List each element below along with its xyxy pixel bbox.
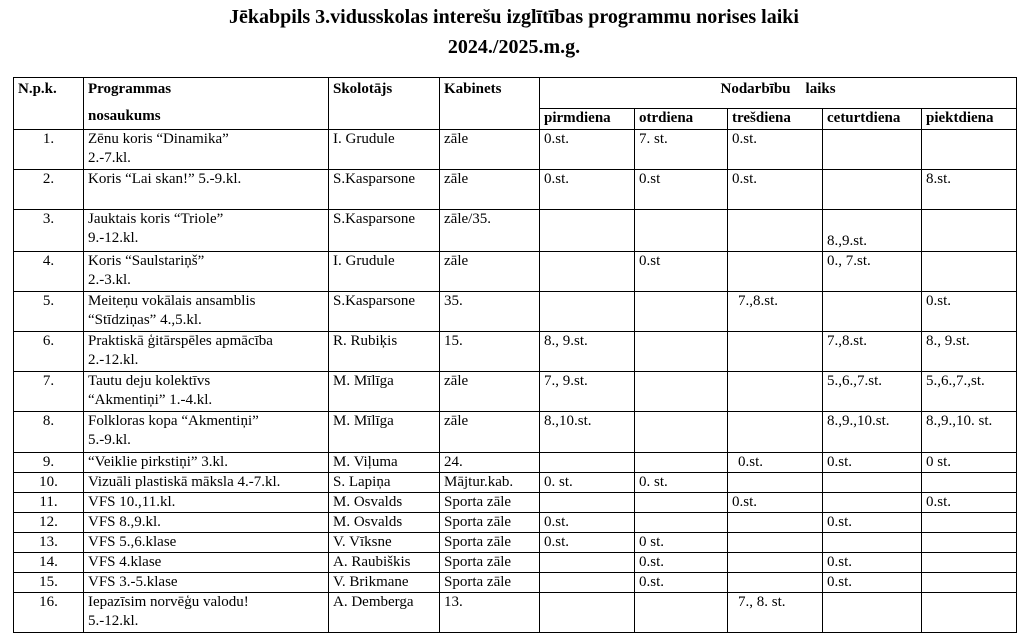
program-name-line1: Koris “Lai skan!” 5.-9.kl. (88, 171, 242, 187)
schedule-cell-wednesday: 0.st. (728, 453, 823, 473)
program-name (84, 553, 329, 573)
room: zāle (440, 412, 540, 453)
schedule-cell-wednesday (728, 372, 823, 412)
room: zāle (440, 170, 540, 210)
teacher-name: M. Viļuma (329, 453, 440, 473)
schedule-cell-wednesday (728, 332, 823, 372)
schedule-cell-friday (922, 553, 1017, 573)
teacher-name: S. Lapiņa (329, 473, 440, 493)
program-name (84, 473, 329, 493)
title-line-2: 2024./2025.m.g. (447, 36, 581, 58)
schedule-cell-monday (540, 573, 635, 593)
schedule-cell-tuesday: 0.st. (635, 553, 728, 573)
row-number: 4. (14, 252, 84, 292)
schedule-cell-thursday: 8.,9.st. (823, 210, 922, 252)
room: Sporta zāle (440, 553, 540, 573)
table-row (14, 412, 1017, 453)
schedule-cell-wednesday: 0.st. (728, 493, 823, 513)
program-name (84, 252, 329, 292)
schedule-cell-thursday (823, 593, 922, 633)
teacher-name: S.Kasparsone (329, 210, 440, 252)
program-name (84, 170, 329, 210)
schedule-cell-wednesday: 0.st. (728, 170, 823, 210)
program-name (84, 533, 329, 553)
row-number: 7. (14, 372, 84, 412)
schedule-cell-friday: 0 st. (922, 453, 1017, 473)
program-name-line2: 2.-3.kl. (88, 272, 131, 288)
schedule-cell-wednesday (728, 412, 823, 453)
program-name-line2: “Akmentiņi” 1.-4.kl. (88, 392, 213, 408)
teacher-name: I. Grudule (329, 130, 440, 170)
schedule-cell-wednesday: 0.st. (728, 130, 823, 170)
teacher-name: V. Brikmane (329, 573, 440, 593)
table-row (14, 553, 1017, 573)
program-name (84, 332, 329, 372)
program-name (84, 130, 329, 170)
schedule-cell-wednesday: 7., 8. st. (728, 593, 823, 633)
schedule-cell-thursday: 5.,6.,7.st. (823, 372, 922, 412)
table-row (14, 372, 1017, 412)
room: Sporta zāle (440, 533, 540, 553)
program-name-line1: Zēnu koris “Dinamika” (88, 131, 229, 147)
header-program-line1: Programmas (88, 81, 172, 97)
schedule-cell-wednesday (728, 553, 823, 573)
teacher-name: S.Kasparsone (329, 292, 440, 332)
schedule-cell-tuesday: 7. st. (635, 130, 728, 170)
schedule-cell-thursday: 0., 7.st. (823, 252, 922, 292)
row-number: 6. (14, 332, 84, 372)
teacher-name: M. Mīlīga (329, 412, 440, 453)
schedule-cell-monday (540, 292, 635, 332)
schedule-cell-tuesday (635, 412, 728, 453)
program-name-line1: VFS 10.,11.kl. (88, 494, 176, 510)
schedule-cell-wednesday: 7.,8.st. (728, 292, 823, 332)
program-name-line1: VFS 5.,6.klase (88, 534, 177, 550)
schedule-cell-wednesday (728, 473, 823, 493)
schedule-cell-friday (922, 473, 1017, 493)
schedule-table (13, 77, 1017, 633)
header-day-tuesday: otrdiena (635, 109, 728, 130)
program-name-line1: Meiteņu vokālais ansamblis (88, 293, 256, 309)
schedule-cell-friday (922, 130, 1017, 170)
room: zāle (440, 252, 540, 292)
program-name-line1: VFS 8.,9.kl. (88, 514, 161, 530)
row-number: 13. (14, 533, 84, 553)
table-row (14, 292, 1017, 332)
table-row (14, 533, 1017, 553)
schedule-cell-wednesday (728, 513, 823, 533)
schedule-cell-friday: 8.st. (922, 170, 1017, 210)
teacher-name: M. Mīlīga (329, 372, 440, 412)
header-program (84, 78, 329, 130)
schedule-cell-monday: 8., 9.st. (540, 332, 635, 372)
teacher-name: A. Demberga (329, 593, 440, 633)
program-name-line1: Koris “Saulstariņš” (88, 253, 205, 269)
table-row (14, 332, 1017, 372)
program-name-line1: Vizuāli plastiskā māksla 4.-7.kl. (88, 474, 281, 490)
row-number: 12. (14, 513, 84, 533)
program-name (84, 593, 329, 633)
schedule-cell-wednesday (728, 210, 823, 252)
schedule-cell-tuesday: 0. st. (635, 473, 728, 493)
schedule-cell-friday: 8.,9.,10. st. (922, 412, 1017, 453)
room: 24. (440, 453, 540, 473)
program-name-line1: Folkloras kopa “Akmentiņi” (88, 413, 259, 429)
program-name-line1: VFS 3.-5.klase (88, 574, 178, 590)
table-row (14, 513, 1017, 533)
schedule-cell-thursday: 0.st. (823, 553, 922, 573)
schedule-cell-monday (540, 252, 635, 292)
teacher-name: S.Kasparsone (329, 170, 440, 210)
teacher-name: M. Osvalds (329, 493, 440, 513)
room: zāle (440, 372, 540, 412)
room: 15. (440, 332, 540, 372)
table-row (14, 593, 1017, 633)
schedule-cell-monday (540, 493, 635, 513)
schedule-cell-tuesday: 0 st. (635, 533, 728, 553)
room: Mājtur.kab. (440, 473, 540, 493)
schedule-cell-tuesday (635, 513, 728, 533)
schedule-cell-tuesday: 0.st (635, 252, 728, 292)
schedule-cell-monday (540, 453, 635, 473)
program-name (84, 573, 329, 593)
room: Sporta zāle (440, 573, 540, 593)
schedule-cell-tuesday (635, 593, 728, 633)
schedule-cell-monday: 0.st. (540, 170, 635, 210)
table-row (14, 453, 1017, 473)
table-row (14, 573, 1017, 593)
row-number: 9. (14, 453, 84, 473)
header-day-monday: pirmdiena (540, 109, 635, 130)
header-day-thursday: ceturtdiena (823, 109, 922, 130)
schedule-cell-friday (922, 252, 1017, 292)
schedule-cell-wednesday (728, 573, 823, 593)
program-name-line1: Jauktais koris “Triole” (88, 211, 224, 227)
room: Sporta zāle (440, 513, 540, 533)
title-line-1: Jēkabpils 3.vidusskolas interešu izglītības programmu norises laiki (229, 6, 799, 28)
row-number: 10. (14, 473, 84, 493)
program-name-line2: 5.-9.kl. (88, 432, 131, 448)
schedule-cell-friday: 8., 9.st. (922, 332, 1017, 372)
program-name-line2: 9.-12.kl. (88, 230, 139, 246)
program-name-line2: 2.-7.kl. (88, 150, 131, 166)
schedule-cell-wednesday (728, 533, 823, 553)
table-row (14, 493, 1017, 513)
schedule-cell-monday: 0.st. (540, 533, 635, 553)
row-number: 8. (14, 412, 84, 453)
schedule-cell-wednesday (728, 252, 823, 292)
schedule-cell-friday: 5.,6.,7.,st. (922, 372, 1017, 412)
schedule-cell-monday: 7., 9.st. (540, 372, 635, 412)
room: zāle (440, 130, 540, 170)
program-name (84, 493, 329, 513)
schedule-cell-friday (922, 210, 1017, 252)
row-number: 15. (14, 573, 84, 593)
schedule-cell-tuesday (635, 493, 728, 513)
schedule-cell-monday: 0.st. (540, 513, 635, 533)
room: Sporta zāle (440, 493, 540, 513)
program-name-line2: “Stīdziņas” 4.,5.kl. (88, 312, 202, 328)
schedule-cell-thursday (823, 130, 922, 170)
schedule-cell-thursday (823, 493, 922, 513)
schedule-cell-thursday: 8.,9.,10.st. (823, 412, 922, 453)
schedule-cell-monday (540, 553, 635, 573)
schedule-cell-friday (922, 593, 1017, 633)
teacher-name: V. Vīksne (329, 533, 440, 553)
schedule-cell-friday (922, 513, 1017, 533)
schedule-cell-thursday (823, 533, 922, 553)
table-row (14, 210, 1017, 252)
schedule-cell-tuesday (635, 453, 728, 473)
header-teacher: Skolotājs (329, 78, 440, 130)
program-name (84, 412, 329, 453)
schedule-cell-thursday: 7.,8.st. (823, 332, 922, 372)
document-title (0, 0, 1028, 60)
program-name (84, 210, 329, 252)
program-name-line1: VFS 4.klase (88, 554, 162, 570)
header-schedule: Nodarbību laiks (540, 78, 1017, 109)
schedule-cell-monday (540, 593, 635, 633)
room: zāle/35. (440, 210, 540, 252)
program-name (84, 292, 329, 332)
program-name (84, 453, 329, 473)
program-name-line1: Iepazīsim norvēģu valodu! (88, 594, 249, 610)
program-name-line1: Praktiskā ģitārspēles apmācība (88, 333, 273, 349)
schedule-cell-thursday: 0.st. (823, 453, 922, 473)
row-number: 16. (14, 593, 84, 633)
teacher-name: I. Grudule (329, 252, 440, 292)
schedule-cell-tuesday (635, 292, 728, 332)
schedule-cell-monday: 0. st. (540, 473, 635, 493)
row-number: 3. (14, 210, 84, 252)
room: 35. (440, 292, 540, 332)
schedule-cell-monday (540, 210, 635, 252)
program-name-line1: Tautu deju kolektīvs (88, 373, 211, 389)
row-number: 11. (14, 493, 84, 513)
schedule-cell-tuesday (635, 210, 728, 252)
header-day-wednesday: trešdiena (728, 109, 823, 130)
table-row (14, 252, 1017, 292)
schedule-cell-monday: 8.,10.st. (540, 412, 635, 453)
schedule-cell-friday (922, 533, 1017, 553)
header-program-line2: nosaukums (88, 108, 161, 124)
schedule-cell-monday: 0.st. (540, 130, 635, 170)
header-npk: N.p.k. (14, 78, 84, 130)
schedule-cell-thursday (823, 170, 922, 210)
teacher-name: A. Raubiškis (329, 553, 440, 573)
schedule-cell-friday: 0.st. (922, 493, 1017, 513)
row-number: 14. (14, 553, 84, 573)
teacher-name: M. Osvalds (329, 513, 440, 533)
schedule-cell-thursday (823, 292, 922, 332)
table-row (14, 473, 1017, 493)
program-name-line2: 2.-12.kl. (88, 352, 139, 368)
schedule-cell-thursday (823, 473, 922, 493)
schedule-cell-tuesday: 0.st (635, 170, 728, 210)
program-name-line1: “Veiklie pirkstiņi” 3.kl. (88, 454, 228, 470)
schedule-cell-thursday: 0.st. (823, 513, 922, 533)
program-name-line2: 5.-12.kl. (88, 613, 139, 629)
room: 13. (440, 593, 540, 633)
schedule-cell-friday: 0.st. (922, 292, 1017, 332)
teacher-name: R. Rubiķis (329, 332, 440, 372)
row-number: 5. (14, 292, 84, 332)
header-day-friday: piektdiena (922, 109, 1017, 130)
program-name (84, 513, 329, 533)
schedule-cell-tuesday (635, 372, 728, 412)
row-number: 1. (14, 130, 84, 170)
table-row (14, 170, 1017, 210)
schedule-cell-tuesday: 0.st. (635, 573, 728, 593)
program-name (84, 372, 329, 412)
schedule-cell-thursday: 0.st. (823, 573, 922, 593)
row-number: 2. (14, 170, 84, 210)
header-room: Kabinets (440, 78, 540, 130)
table-body (14, 130, 1017, 633)
table-row (14, 130, 1017, 170)
schedule-cell-friday (922, 573, 1017, 593)
schedule-cell-tuesday (635, 332, 728, 372)
